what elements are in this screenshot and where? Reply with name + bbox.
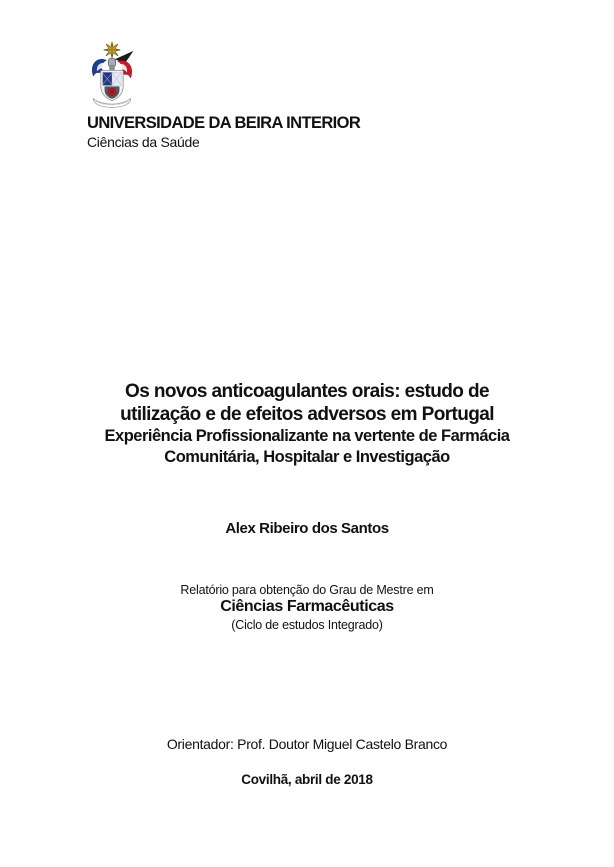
thesis-subtitle-line-1: Experiência Profissionalizante na vertente de Farmácia (104, 427, 510, 445)
thesis-subtitle (0, 426, 614, 468)
degree-course: Ciências Farmacêuticas (220, 598, 394, 615)
degree-cycle: (Ciclo de estudos Integrado) (231, 618, 383, 632)
ubi-coat-of-arms-icon (84, 40, 140, 114)
thesis-title-line-2: utilização e de efeitos adversos em Portugal (120, 403, 494, 425)
thesis-title (0, 381, 614, 426)
author-name: Alex Ribeiro dos Santos (225, 520, 389, 537)
supervisor-line: Orientador: Prof. Doutor Miguel Castelo Branco (166, 736, 448, 752)
faculty-name: Ciências da Saúde (87, 134, 200, 150)
ubi-coat-of-arms-logo (84, 40, 140, 114)
thesis-subtitle-line-2: Comunitária, Hospitalar e Investigação (164, 448, 450, 466)
thesis-title-line-1: Os novos anticoagulantes orais: estudo de (125, 381, 489, 402)
degree-intro: Relatório para obtenção do Grau de Mestre em (180, 583, 434, 597)
place-date: Covilhã, abril de 2018 (241, 772, 373, 787)
university-name: UNIVERSIDADE DA BEIRA INTERIOR (87, 114, 361, 132)
